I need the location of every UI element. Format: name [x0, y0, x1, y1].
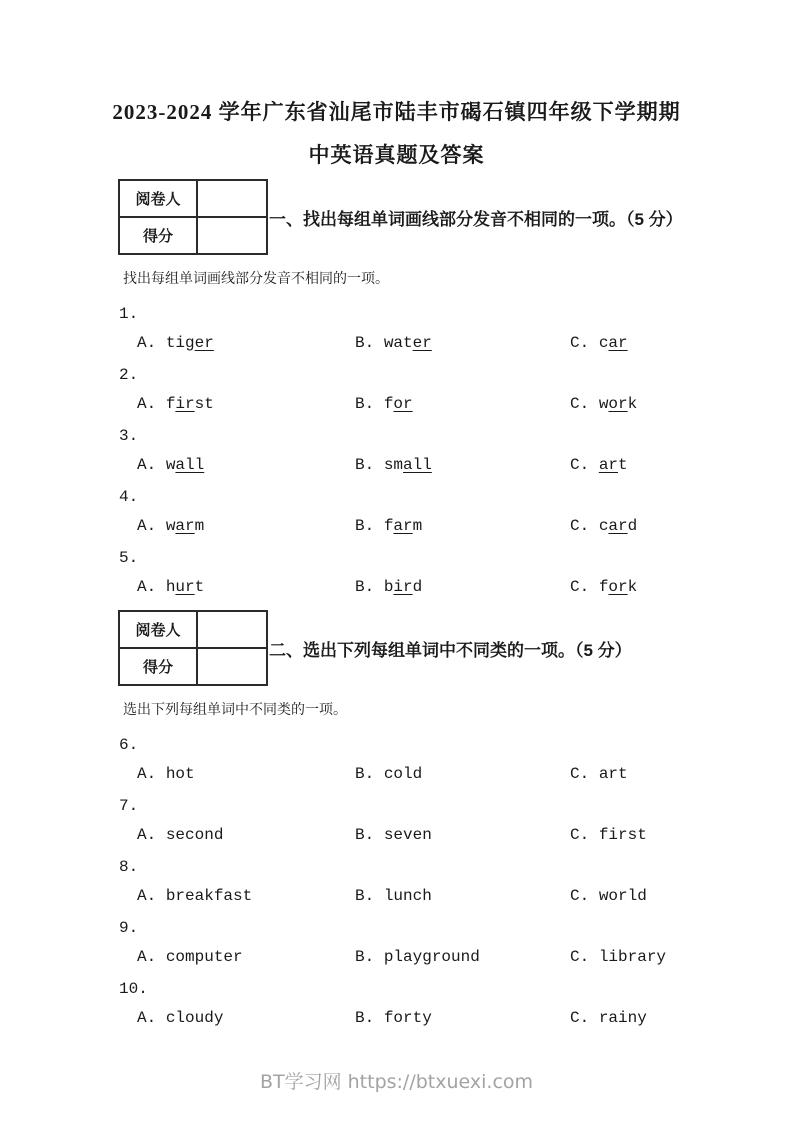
footer-watermark: BT学习网 https://btxuexi.com	[259, 1071, 534, 1093]
question-number: 3.	[119, 427, 139, 445]
option-A	[137, 395, 355, 413]
option-C	[570, 334, 793, 352]
option-B	[355, 765, 570, 783]
option-word: art	[598, 456, 628, 474]
options-row	[137, 578, 793, 596]
option-word: for	[383, 395, 413, 413]
exam-title-line1: 2023-2024 学年广东省汕尾市陆丰市碣石镇四年级下学期期	[112, 100, 681, 124]
option-label: A.	[137, 456, 166, 474]
option-C	[570, 887, 793, 905]
option-label: C.	[570, 395, 599, 413]
option-C	[570, 517, 793, 535]
option-label: B.	[355, 578, 384, 596]
option-label: C.	[570, 517, 599, 535]
question-number: 8.	[119, 858, 139, 876]
option-word: first	[165, 395, 214, 413]
option-B	[355, 517, 570, 535]
underlined-part: er	[194, 334, 214, 352]
underlined-part: all	[403, 456, 432, 474]
option-word: first	[598, 826, 647, 844]
option-B	[355, 948, 570, 966]
option-label: A.	[137, 578, 166, 596]
option-word: cloudy	[165, 1009, 224, 1027]
option-label: C.	[570, 1009, 599, 1027]
option-word: car	[598, 334, 628, 352]
section-1-heading: 一、找出每组单词画线部分发音不相同的一项。（5 分）	[269, 209, 683, 229]
option-word: cold	[383, 765, 423, 783]
question-number: 7.	[119, 797, 139, 815]
underlined-part: all	[175, 456, 205, 474]
score-label: 得分	[119, 648, 197, 685]
option-A	[137, 826, 355, 844]
underlined-part: or	[608, 395, 628, 413]
underlined-part: or	[393, 395, 413, 413]
reviewer-blank-cell	[197, 180, 267, 217]
option-C	[570, 826, 793, 844]
option-label: C.	[570, 578, 599, 596]
score-blank-cell	[197, 648, 267, 685]
option-label: B.	[355, 1009, 384, 1027]
section-1-header	[118, 179, 793, 255]
question-number: 2.	[119, 366, 139, 384]
option-word: tiger	[165, 334, 214, 352]
grader-table-1	[118, 179, 268, 255]
option-word: warm	[165, 517, 205, 535]
score-blank-cell	[197, 217, 267, 254]
reviewer-blank-cell	[197, 611, 267, 648]
option-word: computer	[165, 948, 243, 966]
option-label: C.	[570, 334, 599, 352]
option-A	[137, 517, 355, 535]
option-label: A.	[137, 395, 166, 413]
option-word: hurt	[165, 578, 205, 596]
option-A	[137, 765, 355, 783]
options-row	[137, 517, 793, 535]
option-word: seven	[383, 826, 432, 844]
question-number: 4.	[119, 488, 139, 506]
option-label: C.	[570, 826, 599, 844]
option-label: B.	[355, 517, 384, 535]
option-label: B.	[355, 456, 384, 474]
option-label: C.	[570, 887, 599, 905]
option-word: water	[383, 334, 432, 352]
option-label: C.	[570, 765, 599, 783]
option-label: A.	[137, 765, 166, 783]
option-A	[137, 887, 355, 905]
underlined-part: er	[412, 334, 432, 352]
option-label: B.	[355, 334, 384, 352]
option-A	[137, 578, 355, 596]
option-word: second	[165, 826, 224, 844]
options-row	[137, 395, 793, 413]
underlined-part: ir	[393, 578, 413, 596]
option-label: B.	[355, 826, 384, 844]
option-B	[355, 887, 570, 905]
underlined-part: ar	[598, 456, 619, 474]
reviewer-label: 阅卷人	[119, 180, 197, 217]
option-A	[137, 1009, 355, 1027]
underlined-part: ar	[175, 517, 195, 535]
underlined-part: ur	[175, 578, 195, 596]
option-label: B.	[355, 887, 384, 905]
option-B	[355, 334, 570, 352]
options-row	[137, 334, 793, 352]
option-B	[355, 395, 570, 413]
option-label: C.	[570, 456, 599, 474]
underlined-part: ar	[393, 517, 413, 535]
option-word: forty	[383, 1009, 432, 1027]
option-word: card	[598, 517, 638, 535]
option-word: art	[598, 765, 628, 783]
underlined-part: ar	[608, 517, 628, 535]
option-word: world	[598, 887, 647, 905]
option-label: A.	[137, 887, 166, 905]
section-1-questions	[0, 305, 793, 596]
underlined-part: ar	[608, 334, 628, 352]
question-number: 9.	[119, 919, 139, 937]
option-C	[570, 456, 793, 474]
option-label: C.	[570, 948, 599, 966]
section-2-questions	[0, 736, 793, 1027]
question-number: 1.	[119, 305, 139, 323]
option-label: B.	[355, 395, 384, 413]
option-label: A.	[137, 948, 166, 966]
option-C	[570, 578, 793, 596]
option-label: A.	[137, 826, 166, 844]
section-2-header	[118, 610, 793, 686]
section-2-heading: 二、选出下列每组单词中不同类的一项。（5 分）	[269, 640, 632, 660]
option-label: A.	[137, 517, 166, 535]
option-A	[137, 334, 355, 352]
grader-table-2	[118, 610, 268, 686]
options-row	[137, 948, 793, 966]
exam-title-line2: 中英语真题及答案	[308, 143, 485, 167]
question-number: 5.	[119, 549, 139, 567]
underlined-part: ir	[175, 395, 195, 413]
option-word: rainy	[598, 1009, 647, 1027]
option-word: farm	[383, 517, 423, 535]
option-word: playground	[383, 948, 480, 966]
option-word: breakfast	[165, 887, 253, 905]
options-row	[137, 1009, 793, 1027]
underlined-part: or	[608, 578, 628, 596]
options-row	[137, 826, 793, 844]
option-C	[570, 765, 793, 783]
option-word: work	[598, 395, 638, 413]
option-B	[355, 826, 570, 844]
section-1-instruction: 找出每组单词画线部分发音不相同的一项。	[123, 270, 389, 286]
option-A	[137, 456, 355, 474]
option-C	[570, 395, 793, 413]
option-word: fork	[598, 578, 638, 596]
option-label: B.	[355, 948, 384, 966]
section-2-instruction: 选出下列每组单词中不同类的一项。	[123, 701, 347, 717]
option-B	[355, 456, 570, 474]
option-label: A.	[137, 334, 166, 352]
reviewer-label: 阅卷人	[119, 611, 197, 648]
question-number: 10.	[119, 980, 148, 998]
option-C	[570, 1009, 793, 1027]
option-A	[137, 948, 355, 966]
option-word: hot	[165, 765, 195, 783]
option-word: small	[383, 456, 432, 474]
options-row	[137, 765, 793, 783]
option-label: B.	[355, 765, 384, 783]
option-C	[570, 948, 793, 966]
options-row	[137, 456, 793, 474]
option-B	[355, 578, 570, 596]
question-number: 6.	[119, 736, 139, 754]
option-word: lunch	[383, 887, 432, 905]
option-word: library	[598, 948, 667, 966]
option-word: bird	[383, 578, 423, 596]
options-row	[137, 887, 793, 905]
option-label: A.	[137, 1009, 166, 1027]
option-word: wall	[165, 456, 205, 474]
score-label: 得分	[119, 217, 197, 254]
option-B	[355, 1009, 570, 1027]
